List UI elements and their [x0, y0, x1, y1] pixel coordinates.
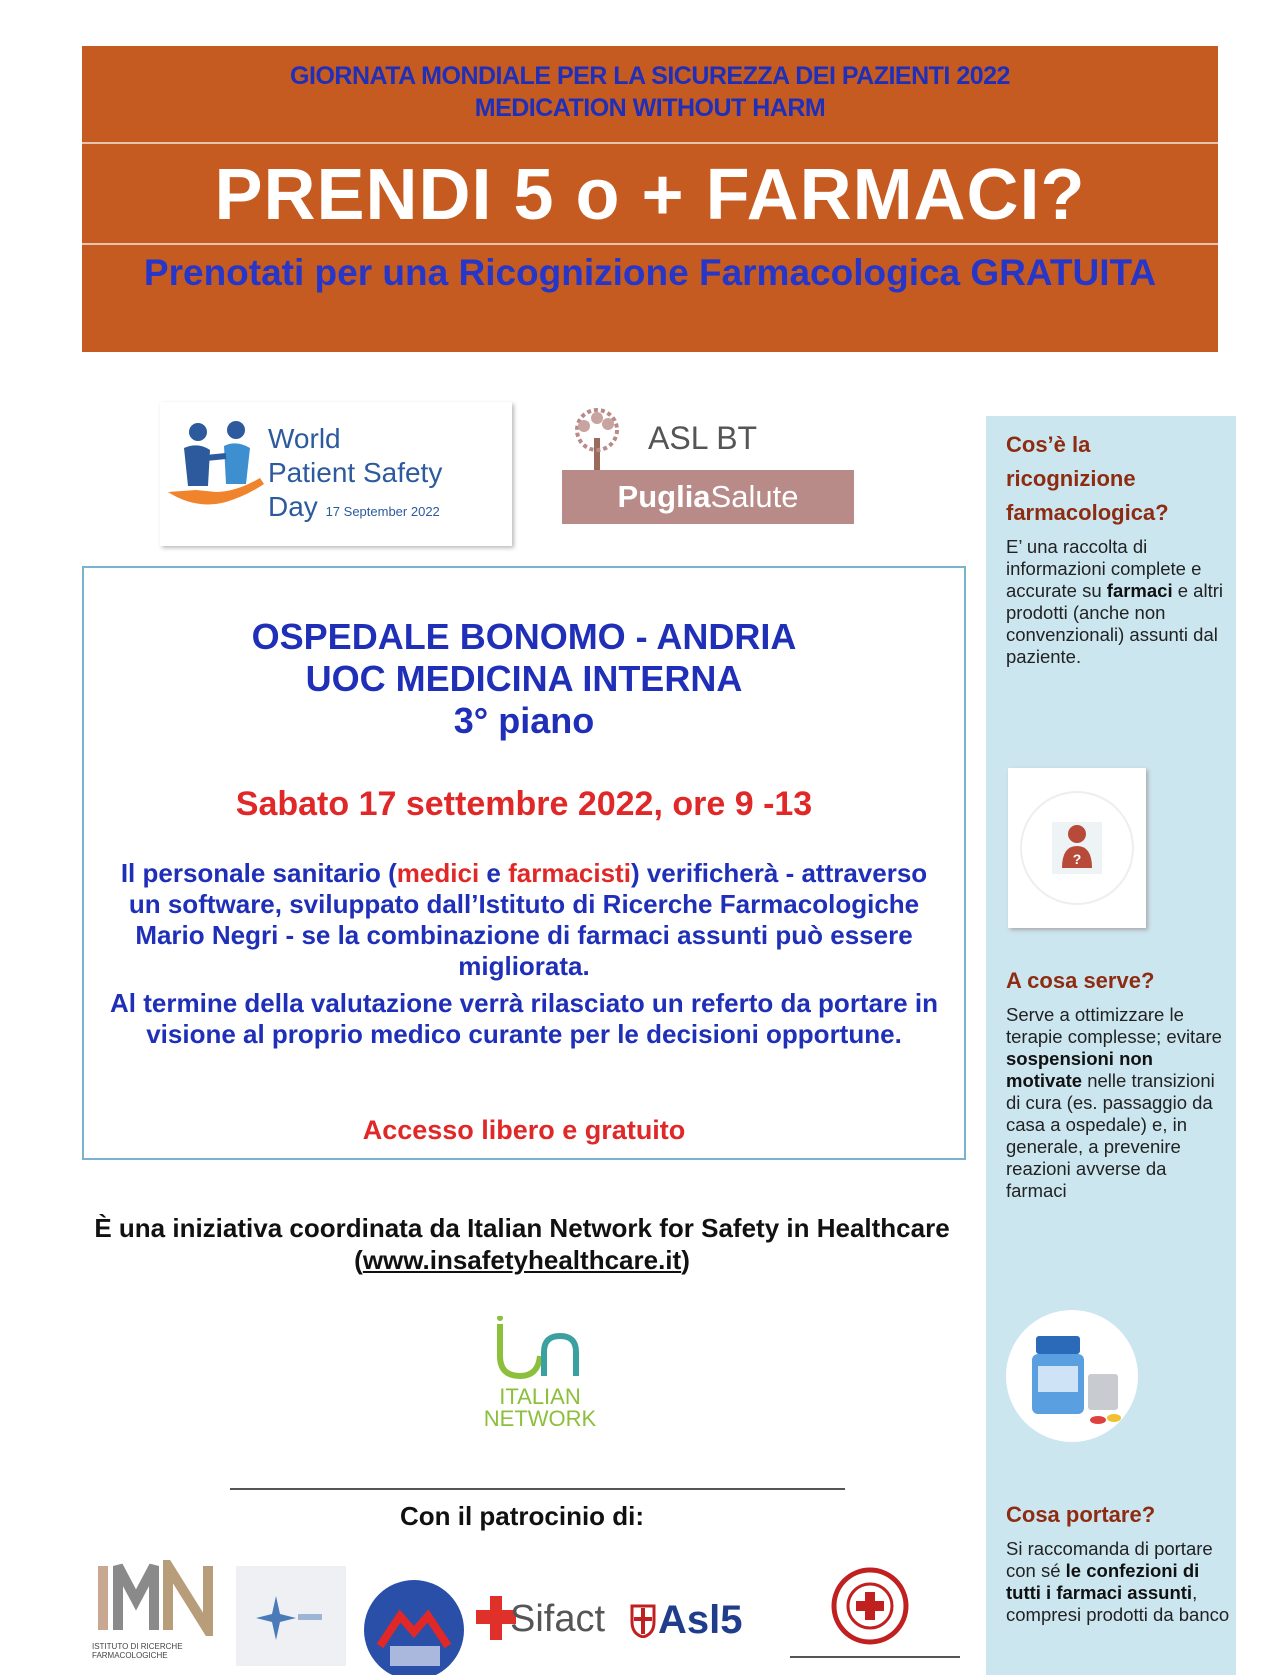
asl-bt-logo	[562, 408, 862, 526]
header-line2: MEDICATION WITHOUT HARM	[474, 94, 826, 122]
event-description	[102, 858, 946, 1050]
event-info-box	[82, 566, 966, 1160]
itn-wordmark	[470, 1386, 610, 1430]
q1-line2: ricognizione	[1006, 466, 1136, 491]
initiative-close: )	[681, 1245, 690, 1275]
sifact-logo	[476, 1590, 626, 1660]
asl5-wordmark: Asl5	[658, 1598, 743, 1642]
world-patient-safety-day-logo	[160, 402, 512, 546]
caritas-sapientia-logo	[790, 1566, 960, 1670]
description-paragraph-2: Al termine della valutazione verrà rilasciato un referto da portare in visione al proprio medico curante per le decisioni opportune.	[110, 988, 938, 1049]
header-divider-2	[82, 243, 1218, 245]
hospital-department: UOC MEDICINA INTERNA	[305, 658, 743, 699]
hospital-floor: 3° piano	[453, 700, 595, 741]
puglia-salute-band	[562, 470, 854, 524]
wpsd-date: 17 September 2022	[325, 504, 440, 519]
description-paragraph-1	[102, 858, 946, 982]
a1-text-a: E’ una raccolta di informazioni complete e accurate su	[1006, 536, 1202, 601]
header-divider	[82, 142, 1218, 144]
wpsd-text	[268, 422, 442, 529]
puglia-text: Puglia	[617, 479, 711, 514]
a3-text-b: le confezioni di tutti i farmaci assunti	[1006, 1560, 1200, 1603]
seal-icon	[830, 1566, 910, 1646]
sidebar-answer-2	[1006, 1004, 1231, 1202]
wpsd-day: Day	[268, 491, 318, 522]
header-event-title	[82, 60, 1218, 124]
imn-caption: ISTITUTO DI RICERCHE FARMACOLOGICHE	[92, 1642, 183, 1660]
desc-medici: medici	[396, 858, 480, 888]
a2-text-a: Serve a ottimizzare le terapie complesse; evitare	[1006, 1004, 1222, 1047]
sidebar-answer-3	[1006, 1538, 1231, 1626]
sidebar-answer-1	[1006, 536, 1231, 668]
circular-association-logo	[360, 1576, 468, 1675]
hospital-name: OSPEDALE BONOMO - ANDRIA	[251, 616, 797, 657]
salute-text: Salute	[710, 479, 799, 514]
asl5-logo	[630, 1598, 760, 1658]
event-date: Sabato 17 settembre 2022, ore 9 -13	[235, 785, 813, 823]
wpsd-line1: World	[268, 423, 341, 454]
desc-text-a: Il personale sanitario (	[120, 858, 397, 888]
a3-text-a: Si raccomanda di portare con sé	[1006, 1538, 1213, 1581]
header-subtitle: Prenotati per una Ricognizione Farmacologica GRATUITA	[143, 252, 1157, 293]
fiso-logo	[236, 1566, 346, 1666]
info-sidebar	[986, 416, 1236, 1675]
desc-text-e: e	[479, 858, 509, 888]
access-note: Accesso libero e gratuito	[362, 1115, 686, 1145]
initiative-link[interactable]: www.insafetyhealthcare.it	[362, 1245, 682, 1275]
sifact-wordmark: Sifact	[510, 1598, 606, 1640]
italian-network-logo	[470, 1316, 610, 1458]
seal-caption-line	[790, 1656, 960, 1658]
header-banner	[82, 46, 1218, 352]
initiative-text	[82, 1212, 962, 1276]
main-title: PRENDI 5 o + FARMACI?	[214, 155, 1086, 235]
itn-mark-icon	[490, 1316, 590, 1386]
itn-line2: NETWORK	[483, 1406, 597, 1431]
patient-safety-figures-icon	[166, 418, 266, 514]
patronage-divider	[230, 1488, 845, 1490]
shield-icon	[630, 1604, 656, 1638]
wpsd-line3	[268, 490, 442, 529]
a2-text-c: nelle transizioni di cura (es. passaggio da casa a ospedale) e, in generale, a prevenire reazioni avverse da farmaci	[1006, 1070, 1215, 1201]
desc-farmacisti: farmacisti	[508, 858, 631, 888]
patient-question-icon	[1018, 780, 1136, 916]
wpsd-line2: Patient Safety	[268, 457, 443, 488]
patronage-label: Con il patrocinio di:	[399, 1501, 645, 1531]
sidebar-question-3: Cosa portare?	[1006, 1502, 1156, 1527]
a3-text-c: , compresi prodotti da banco	[1006, 1582, 1230, 1625]
imn-mark-icon	[92, 1560, 226, 1636]
itn-line1: ITALIAN	[499, 1384, 581, 1409]
svg-text:?: ?	[1072, 851, 1082, 867]
hospital-location	[84, 616, 964, 742]
imn-logo	[92, 1560, 226, 1666]
medicine-bottle-icon	[1002, 1306, 1142, 1446]
desc-text-b: ) verificherà - attraverso un software, sviluppato dall’Istituto di Ricerche Farmacologiche Mario Negri - se la combinazione di farmaci assunti può essere migliorata.	[128, 858, 928, 981]
a1-text-c: e altri prodotti (anche non convenzionali) assunti dal paziente.	[1006, 580, 1223, 667]
q1-line3: farmacologica?	[1006, 500, 1169, 525]
patient-question-image	[1008, 768, 1146, 928]
initiative-body: È una iniziativa coordinata da Italian Network for Safety in Healthcare (	[94, 1213, 950, 1275]
q1-line1: Cos’è la	[1006, 432, 1091, 457]
a1-text-b: farmaci	[1106, 580, 1173, 601]
star-cross-icon	[256, 1592, 326, 1642]
city-circle-icon	[360, 1576, 468, 1675]
a2-text-b: sospensioni non motivate	[1006, 1048, 1153, 1091]
header-line1: GIORNATA MONDIALE PER LA SICUREZZA DEI PAZIENTI 2022	[290, 62, 1010, 90]
asl-name: ASL BT	[648, 420, 758, 456]
sidebar-question-2: A cosa serve?	[1006, 968, 1155, 993]
tree-icon	[562, 408, 632, 472]
sidebar-question-1	[1006, 428, 1169, 530]
